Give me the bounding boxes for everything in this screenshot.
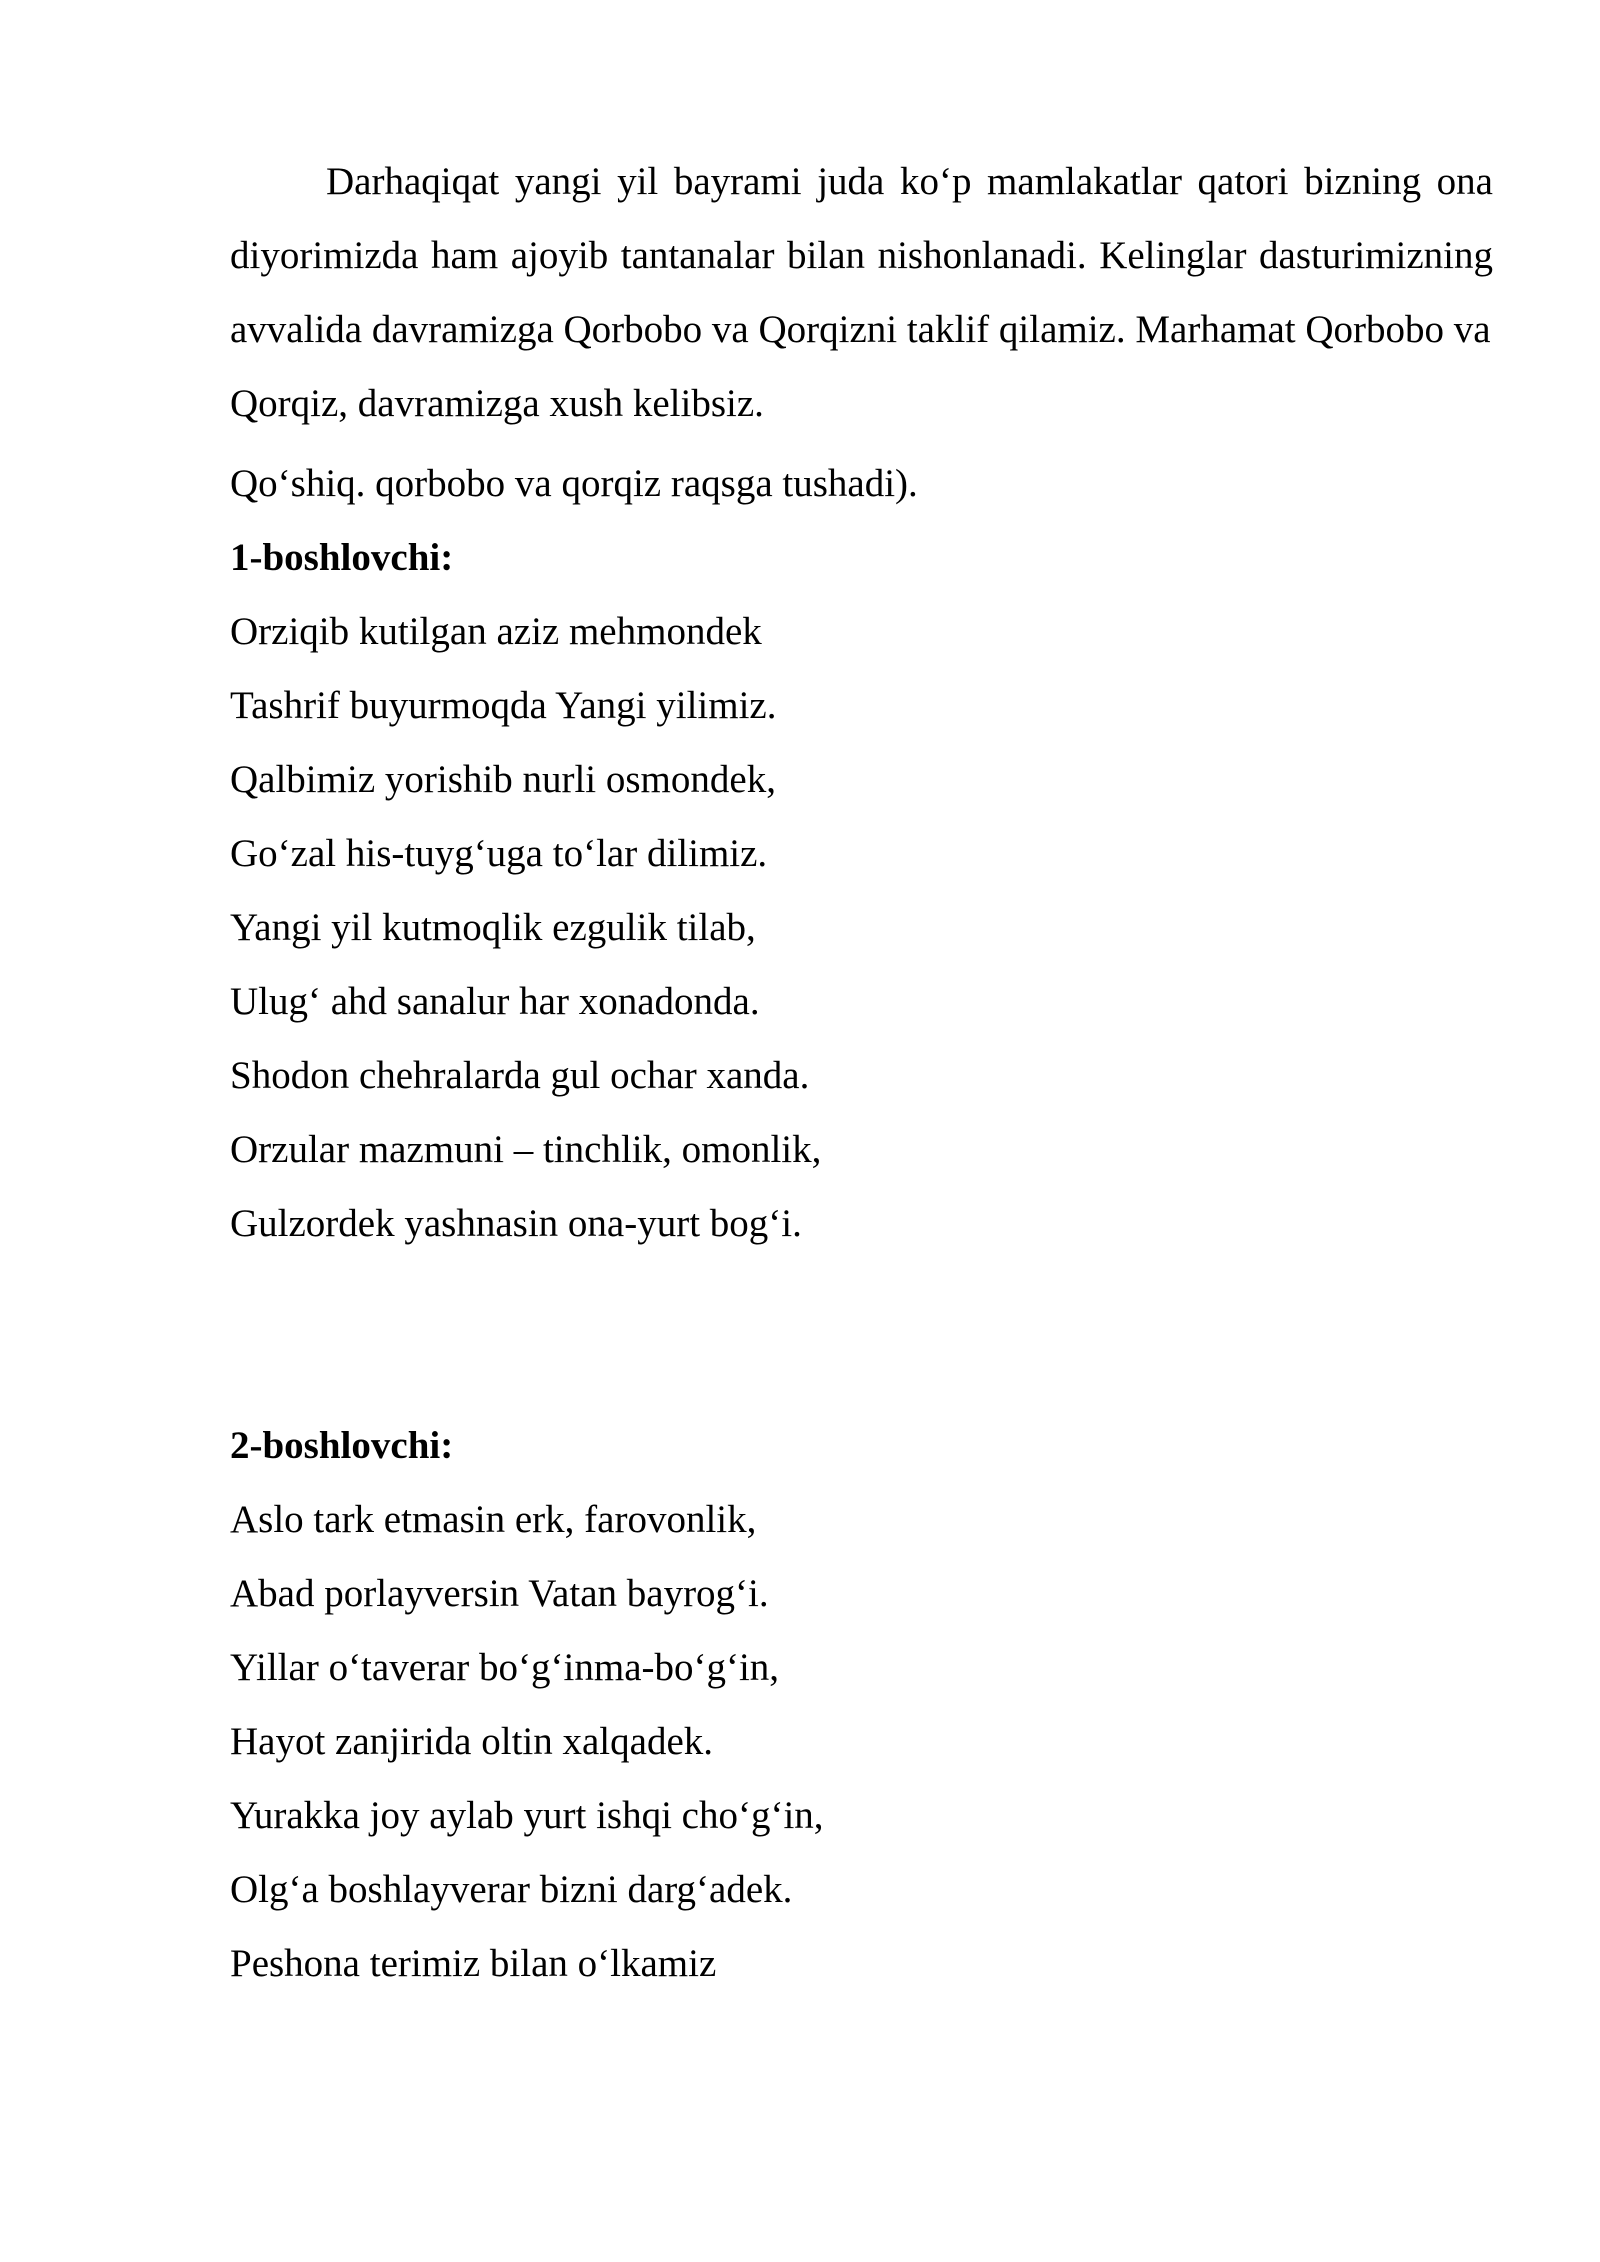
intro-line: Qorqiz, davramizga xush kelibsiz.: [230, 382, 764, 425]
poem-line: Tashrif buyurmoqda Yangi yilimiz.: [230, 684, 777, 727]
poem-line: Aslo tark etmasin erk, farovonlik,: [230, 1498, 757, 1541]
poem-line: Orzular mazmuni – tinchlik, omonlik,: [230, 1128, 822, 1171]
poem-stanza-2: [230, 1483, 1493, 2001]
poem-line: Qalbimiz yorishib nurli osmondek,: [230, 758, 776, 801]
intro-paragraph: Darhaqiqat yangi yil bayrami juda ko‘p mamlakatlar qatori bizning ona diyorimizda ham ajoyib tantanalar bilan nishonlanadi. Kelinglar dasturimizning avvalida davramizga Qorbobo va Qorqizni taklif qilamiz. Marhamat Qorbobo va: [230, 160, 1493, 351]
speaker-heading-2: 2-boshlovchi:: [230, 1424, 454, 1467]
poem-line: Ulug‘ ahd sanalur har xonadonda.: [230, 980, 760, 1023]
speaker-heading-1: 1-boshlovchi:: [230, 536, 454, 579]
poem-line: Peshona terimiz bilan o‘lkamiz: [230, 1942, 717, 1985]
poem-line: Go‘zal his-tuyg‘uga to‘lar dilimiz.: [230, 832, 768, 875]
poem-line: Abad porlayversin Vatan bayrog‘i.: [230, 1572, 769, 1615]
poem-line: Olg‘a boshlayverar bizni darg‘adek.: [230, 1868, 793, 1911]
stage-direction: Qo‘shiq. qorbobo va qorqiz raqsga tushadi).: [230, 462, 918, 505]
poem-line: Gulzordek yashnasin ona-yurt bog‘i.: [230, 1202, 802, 1245]
poem-line: Yangi yil kutmoqlik ezgulik tilab,: [230, 906, 756, 949]
poem-line: Yurakka joy aylab yurt ishqi cho‘g‘in,: [230, 1794, 824, 1837]
poem-line: Yillar o‘taverar bo‘g‘inma-bo‘g‘in,: [230, 1646, 780, 1689]
poem-stanza-1: [230, 595, 1493, 1261]
poem-line: Hayot zanjirida oltin xalqadek.: [230, 1720, 714, 1763]
section-gap: [230, 1261, 1493, 1409]
poem-line: Shodon chehralarda gul ochar xanda.: [230, 1054, 810, 1097]
document-page: [230, 145, 1493, 2001]
poem-line: Orziqib kutilgan aziz mehmondek: [230, 610, 762, 653]
